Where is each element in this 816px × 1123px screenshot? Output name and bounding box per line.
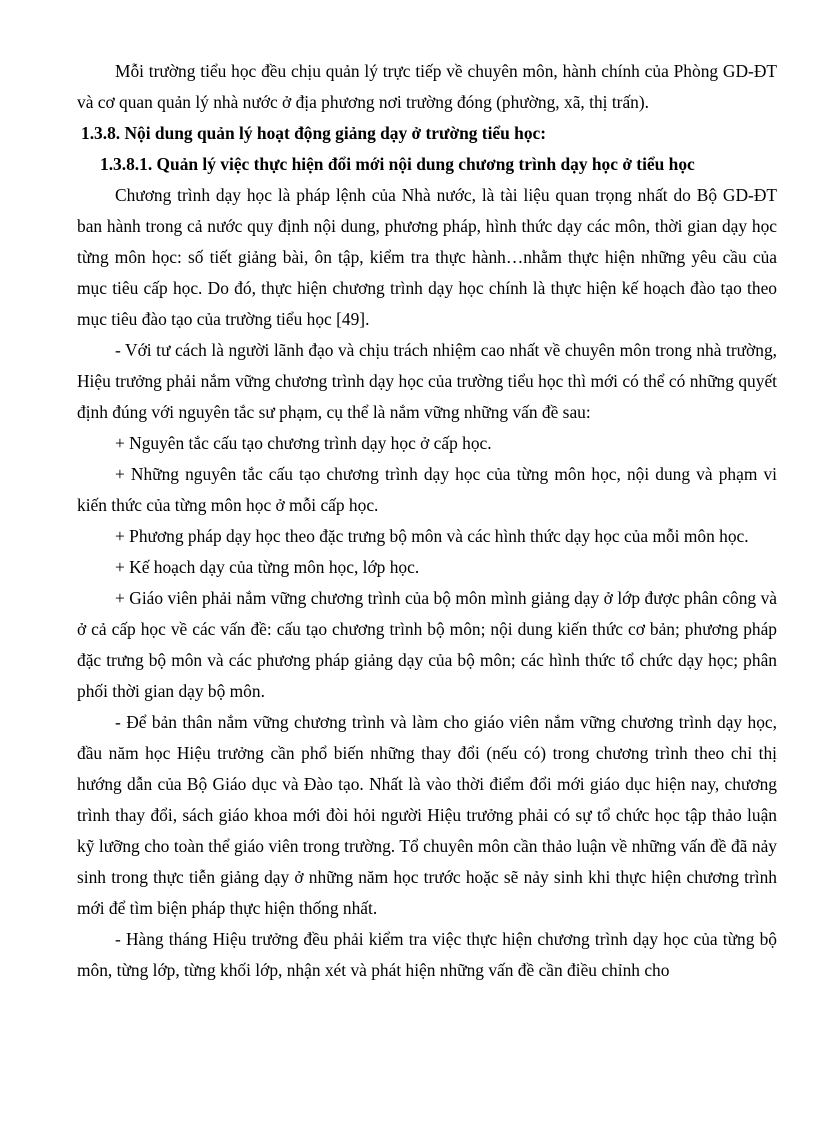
- paragraph-curriculum-definition: Chương trình dạy học là pháp lệnh của Nhà nước, là tài liệu quan trọng nhất do Bộ GD-ĐT ban hành trong cả nước quy định nội dung, phương pháp, hình thức dạy các môn, thời gian dạy học từng môn học: số tiết giảng bài, ôn tập, kiểm tra thực hành…nhằm thực hiện những yêu cầu của mục tiêu cấp học. Do đó, thực hiện chương trình dạy học chính là thực hiện kế hoạch đào tạo theo mục tiêu đào tạo của trường tiểu học [49].: [77, 185, 777, 329]
- paragraph-dissemination: - Để bản thân nắm vững chương trình và làm cho giáo viên nắm vững chương trình dạy học, đầu năm học Hiệu trưởng cần phổ biến những thay đổi (nếu có) trong chương trình theo chỉ thị hướng dẫn của Bộ Giáo dục và Đào tạo. Nhất là vào thời điểm đổi mới giáo dục hiện nay, chương trình thay đổi, sách giáo khoa mới đòi hỏi người Hiệu trưởng phải có sự tổ chức học tập thảo luận kỹ lưỡng cho toàn thể giáo viên trong trường. Tổ chuyên môn cần thảo luận về những vấn đề đã nảy sinh trong thực tiễn giảng dạy ở những năm học trước hoặc sẽ nảy sinh khi thực hiện chương trình mới để tìm biện pháp thực hiện thống nhất.: [77, 712, 777, 918]
- subsection-heading-1-3-8-1: 1.3.8.1. Quản lý việc thực hiện đổi mới nội dung chương trình dạy học ở tiểu học: [100, 154, 695, 174]
- document-body: [77, 56, 777, 986]
- paragraph-monthly-inspection: - Hàng tháng Hiệu trưởng đều phải kiểm tra việc thực hiện chương trình dạy học của từng bộ môn, từng lớp, từng khối lớp, nhận xét và phát hiện những vấn đề cần điều chỉnh cho: [77, 929, 777, 980]
- paragraph-principal-role: - Với tư cách là người lãnh đạo và chịu trách nhiệm cao nhất về chuyên môn trong nhà trường, Hiệu trưởng phải nắm vững chương trình dạy học của trường tiểu học thì mới có thể có những quyết định đúng với nguyên tắc sư phạm, cụ thể là nắm vững những vấn đề sau:: [77, 340, 777, 422]
- paragraph-management-scope: Mỗi trường tiểu học đều chịu quản lý trực tiếp về chuyên môn, hành chính của Phòng GD-ĐT và cơ quan quản lý nhà nước ở địa phương nơi trường đóng (phường, xã, thị trấn).: [77, 61, 777, 112]
- list-item-teacher-mastery: + Giáo viên phải nắm vững chương trình của bộ môn mình giảng dạy ở lớp được phân công và ở cả cấp học về các vấn đề: cấu tạo chương trình bộ môn; nội dung kiến thức cơ bản; phương pháp đặc trưng bộ môn và các phương pháp giảng dạy của bộ môn; các hình thức tổ chức dạy học; phân phối thời gian dạy bộ môn.: [77, 588, 777, 701]
- list-item-teaching-methods: + Phương pháp dạy học theo đặc trưng bộ môn và các hình thức dạy học của mỗi môn học.: [115, 526, 749, 546]
- list-item-principle-structure: + Nguyên tắc cấu tạo chương trình dạy học ở cấp học.: [115, 433, 492, 453]
- section-heading-1-3-8: 1.3.8. Nội dung quản lý hoạt động giảng dạy ở trường tiểu học:: [81, 123, 547, 143]
- list-item-subject-principles: + Những nguyên tắc cấu tạo chương trình dạy học của từng môn học, nội dung và phạm vi kiến thức của từng môn học ở mỗi cấp học.: [77, 464, 777, 515]
- list-item-teaching-plan: + Kế hoạch dạy của từng môn học, lớp học.: [115, 557, 420, 577]
